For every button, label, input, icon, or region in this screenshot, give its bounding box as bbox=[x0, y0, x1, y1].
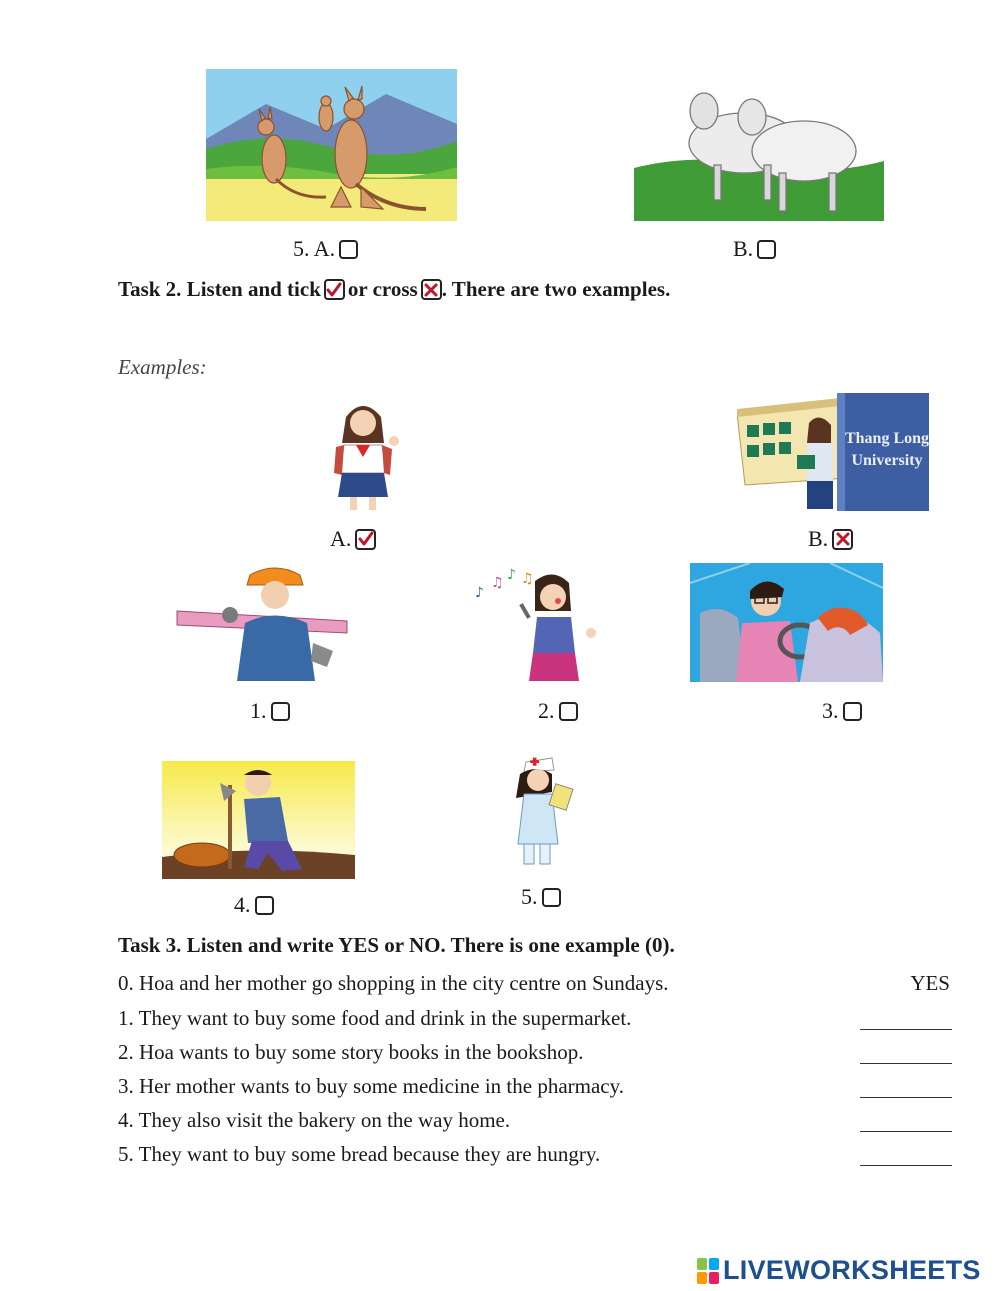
sentence-3: 3. Her mother wants to buy some medicine in the pharmacy. bbox=[118, 1074, 624, 1098]
item-5-label bbox=[521, 884, 561, 910]
item-4-label bbox=[234, 892, 274, 918]
checkbox-item-5[interactable] bbox=[542, 888, 561, 907]
svg-text:♫: ♫ bbox=[491, 575, 504, 591]
driver-picture bbox=[690, 563, 883, 682]
tick-icon bbox=[324, 279, 345, 300]
checkbox-item-4[interactable] bbox=[255, 896, 274, 915]
item-2-text: 2. bbox=[538, 698, 555, 723]
task2-heading bbox=[118, 277, 670, 302]
answer-blank-5[interactable] bbox=[860, 1165, 952, 1166]
example-b-label bbox=[808, 526, 853, 552]
singer-picture bbox=[473, 567, 601, 683]
sentence-0: 0. Hoa and her mother go shopping in the city centre on Sundays. bbox=[118, 971, 669, 995]
task2-heading-part1: Task 2. Listen and tick bbox=[118, 277, 321, 301]
worker-picture bbox=[175, 563, 350, 683]
answer-blank-3[interactable] bbox=[860, 1097, 952, 1098]
svg-text:♪: ♪ bbox=[475, 585, 484, 601]
item-5b-label bbox=[733, 236, 776, 262]
task2-heading-part3: . There are two examples. bbox=[441, 277, 671, 301]
checkbox-item-1[interactable] bbox=[271, 702, 290, 721]
sentence-2: 2. Hoa wants to buy some story books in the bookshop. bbox=[118, 1040, 584, 1064]
sentence-4: 4. They also visit the bakery on the way home. bbox=[118, 1108, 511, 1132]
task2-heading-part2: or cross bbox=[347, 277, 418, 301]
item-1-label bbox=[250, 698, 290, 724]
item-2-label bbox=[538, 698, 578, 724]
examples-label: Examples: bbox=[118, 355, 207, 379]
task3-heading: Task 3. Listen and write YES or NO. There is one example (0). bbox=[118, 933, 675, 957]
answer-blank-1[interactable] bbox=[860, 1029, 952, 1030]
answer-blank-4[interactable] bbox=[860, 1131, 952, 1132]
sentence-5: 5. They want to buy some bread because they are hungry. bbox=[118, 1142, 601, 1166]
option-a-text: 5. A. bbox=[293, 236, 336, 261]
checkbox-item-3[interactable] bbox=[843, 702, 862, 721]
example-a-text: A. bbox=[330, 526, 352, 551]
cross-icon bbox=[421, 279, 442, 300]
checkbox-item-2[interactable] bbox=[559, 702, 578, 721]
schoolgirl-picture bbox=[326, 395, 400, 512]
checkbox-5a[interactable] bbox=[339, 240, 358, 259]
kangaroo-picture bbox=[206, 69, 457, 221]
item-5-text: 5. bbox=[521, 884, 538, 909]
farmer-picture bbox=[162, 761, 355, 879]
nurse-picture bbox=[506, 748, 576, 866]
liveworksheets-logo bbox=[697, 1255, 981, 1286]
liveworksheets-logo-icon bbox=[697, 1258, 719, 1284]
checkbox-5b[interactable] bbox=[757, 240, 776, 259]
option-b-text: B. bbox=[733, 236, 754, 261]
item-3-label bbox=[822, 698, 862, 724]
answer-0: YES bbox=[910, 971, 950, 995]
item-1-text: 1. bbox=[250, 698, 267, 723]
sign-line1: Thang Long bbox=[844, 430, 929, 447]
university-picture bbox=[737, 393, 929, 511]
sentence-1: 1. They want to buy some food and drink in the supermarket. bbox=[118, 1006, 632, 1030]
example-b-cross-icon bbox=[832, 529, 853, 550]
example-a-label bbox=[330, 526, 376, 552]
sheep-picture bbox=[634, 83, 884, 221]
example-a-tick-icon bbox=[355, 529, 376, 550]
sign-line2: University bbox=[851, 452, 923, 469]
item-3-text: 3. bbox=[822, 698, 839, 723]
answer-blank-2[interactable] bbox=[860, 1063, 952, 1064]
logo-text: LIVEWORKSHEETS bbox=[723, 1255, 981, 1285]
item-4-text: 4. bbox=[234, 892, 251, 917]
svg-text:♪: ♪ bbox=[507, 567, 516, 583]
item-5a-label bbox=[293, 236, 358, 262]
svg-text:♫: ♫ bbox=[521, 571, 534, 587]
example-b-text: B. bbox=[808, 526, 829, 551]
